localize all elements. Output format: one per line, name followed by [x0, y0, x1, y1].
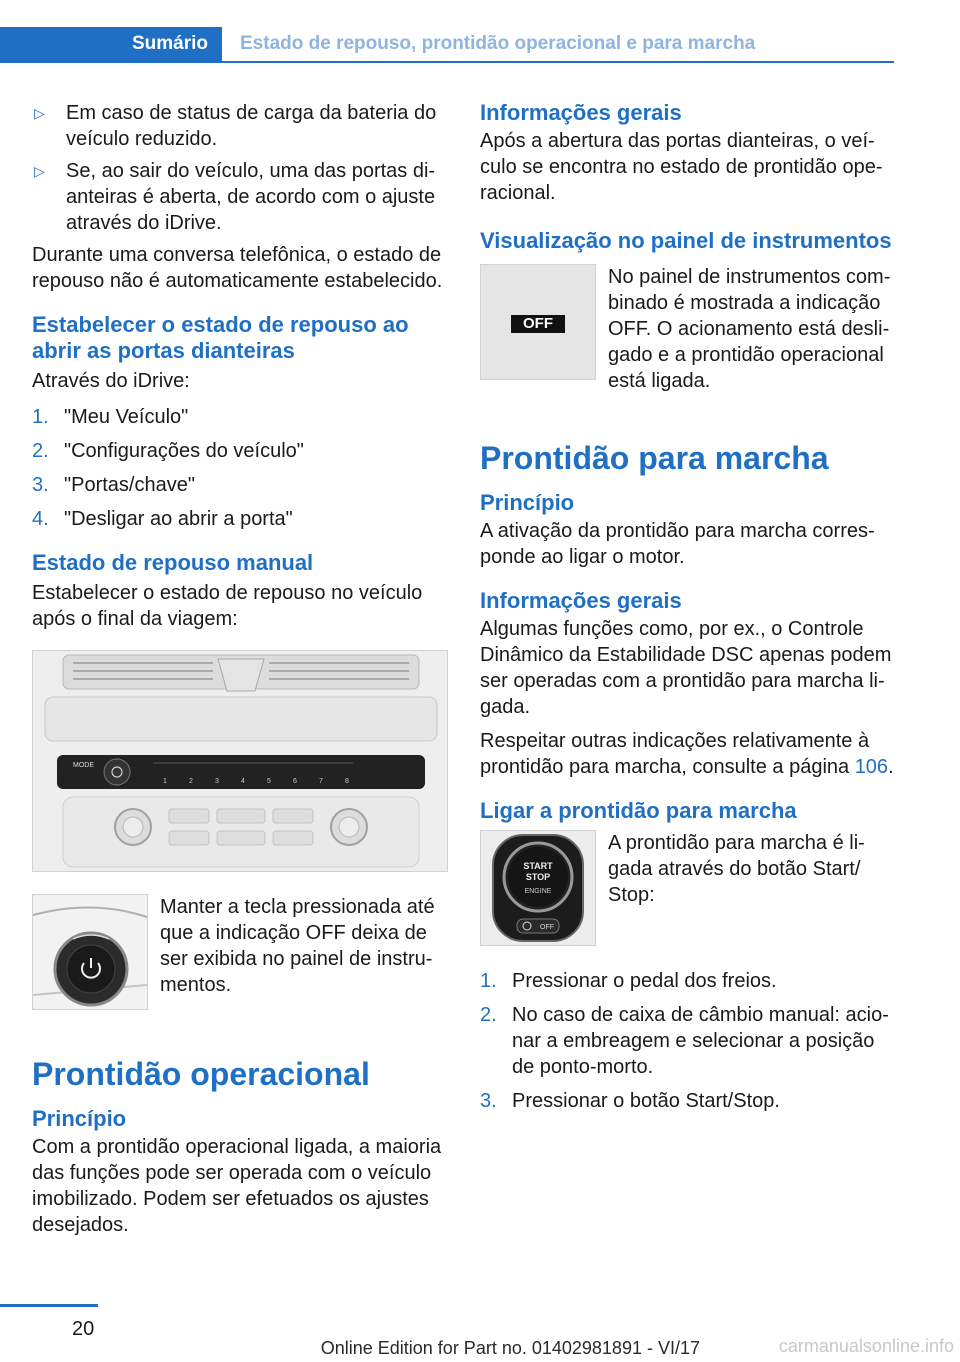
heading-principle: Princípio [32, 1106, 127, 1131]
preset-3-label: 3 [215, 778, 219, 785]
list-item [32, 404, 448, 430]
step-text: Pressionar o pedal dos freios. [512, 970, 777, 992]
power-knob-image [32, 894, 148, 1010]
phone-call-note: Durante uma conversa telefônica, o estado de repouso não é automaticamente estabelecido. [32, 244, 443, 292]
right-column [480, 100, 894, 1122]
preset-4-label: 4 [241, 778, 245, 785]
page-reference-link[interactable]: 106 [854, 756, 889, 778]
principle-text: Com a prontidão operacional ligada, a maioria das funções pode ser operada com o veículo imobilizado. Podem ser efetuados os ajustes desejados. [32, 1136, 442, 1236]
chapter-tab-bar [0, 27, 894, 63]
list-item [480, 1088, 894, 1114]
heading-manual-rest: Estado de repouso manual [32, 550, 314, 575]
general-info-text: Após a abertura das portas dianteiras, o veículo se encontra no estado de prontidão operacional. [480, 130, 883, 204]
step-text: "Configurações do veículo" [64, 440, 304, 462]
preset-5-label: 5 [267, 778, 271, 785]
watermark: carmanualsonline.info [778, 1336, 954, 1356]
step-number: 3. [32, 474, 49, 496]
list-item [32, 100, 448, 152]
left-column [32, 100, 448, 1238]
preset-8-label: 8 [345, 778, 349, 785]
see-page-suffix: . [888, 756, 894, 778]
heading-general-info: Informações gerais [480, 100, 682, 125]
see-page-text [480, 728, 894, 780]
instrument-display-section [480, 264, 894, 394]
start-label: START [523, 861, 553, 871]
preset-7-label: 7 [319, 778, 323, 785]
list-item [32, 506, 448, 532]
preset-1-label: 1 [163, 778, 167, 785]
list-item [32, 472, 448, 498]
list-item [32, 158, 448, 236]
heading-open-doors: Estabelecer o estado de repouso ao abrir as portas dianteiras [32, 312, 409, 363]
dsc-info-text: Algumas funções como, por ex., o Controle Dinâmico da Estabilidade DSC apenas podem ser operadas com a prontidão para marcha ligada. [480, 618, 892, 718]
power-knob-illustration [33, 895, 147, 1009]
heading-principle-2: Princípio [480, 490, 575, 515]
heading-general-info-2: Informações gerais [480, 588, 682, 613]
tab-summary[interactable]: Sumário [0, 27, 222, 61]
heading-instrument-display: Visualização no painel de instrumentos [480, 228, 892, 253]
center-console-illustration [33, 651, 448, 872]
bullet-text: Se, ao sair do veículo, uma das portas dianteiras é aberta, de acordo com o ajuste através do iDrive. [66, 160, 436, 234]
bullet-text: Em caso de status de carga da bateria do veículo reduzido. [66, 102, 437, 150]
step-number: 2. [480, 1004, 497, 1026]
step-number: 1. [32, 406, 49, 428]
triangle-bullet-icon: ▷ [34, 163, 45, 179]
see-page-prefix: Respeitar outras indicações relativamente à prontidão para marcha, consulte a página [480, 730, 870, 778]
edition-note: Online Edition for Part no. 01402981891 - VI/17 [320, 1338, 700, 1358]
off-indicator-image [480, 264, 596, 380]
start-stop-section [480, 830, 894, 946]
triangle-bullet-icon: ▷ [34, 105, 45, 121]
step-text: "Meu Veículo" [64, 406, 189, 428]
off-small-label: OFF [540, 924, 554, 931]
start-stop-button-illustration [481, 831, 595, 945]
step-text: No caso de caixa de câmbio manual: acionar a embreagem e selecionar a posição de ponto-morto. [512, 1004, 889, 1078]
heading-operational-readiness: Prontidão operacional [32, 1056, 370, 1092]
manual-rest-text: Estabelecer o estado de repouso no veículo após o final da viagem: [32, 582, 423, 630]
step-text: Pressionar o botão Start/Stop. [512, 1090, 780, 1112]
preset-6-label: 6 [293, 778, 297, 785]
engine-label: ENGINE [524, 888, 552, 895]
heading-switch-on: Ligar a prontidão para marcha [480, 798, 797, 823]
mode-label: MODE [73, 762, 94, 769]
step-number: 3. [480, 1090, 497, 1112]
drive-principle-text: A ativação da prontidão para marcha corresponde ao ligar o motor. [480, 520, 875, 568]
hold-button-section [32, 894, 448, 1010]
tab-section-title[interactable]: Estado de repouso, prontidão operacional e para marcha [240, 33, 756, 54]
preset-2-label: 2 [189, 778, 193, 785]
start-stop-button-image [480, 830, 596, 946]
via-idrive-text: Através do iDrive: [32, 370, 190, 392]
bullet-list [32, 100, 448, 236]
step-text: "Portas/chave" [64, 474, 195, 496]
list-item [32, 438, 448, 464]
list-item [480, 1002, 894, 1080]
footer-accent-line [0, 1304, 98, 1307]
page-number: 20 [72, 1318, 95, 1340]
center-console-image [32, 650, 448, 872]
instrument-display-text: No painel de instrumentos combinado é mostrada a indicação OFF. O acionamento está desligado e a prontidão operacional está ligada. [608, 266, 891, 392]
start-stop-text: A prontidão para marcha é ligada através do botão Start/ Stop: [608, 832, 865, 906]
step-text: "Desligar ao abrir a porta" [64, 508, 293, 530]
idrive-steps [32, 404, 448, 532]
step-number: 2. [32, 440, 49, 462]
hold-button-text: Manter a tecla pressionada até que a indicação OFF deixa de ser exibida no painel de instrumentos. [160, 896, 435, 996]
list-item [480, 968, 894, 994]
stop-label: STOP [525, 872, 551, 882]
off-indicator-label: OFF [511, 315, 565, 333]
heading-drive-readiness: Prontidão para marcha [480, 440, 829, 476]
step-number: 1. [480, 970, 497, 992]
step-number: 4. [32, 508, 49, 530]
drive-readiness-steps [480, 968, 894, 1114]
